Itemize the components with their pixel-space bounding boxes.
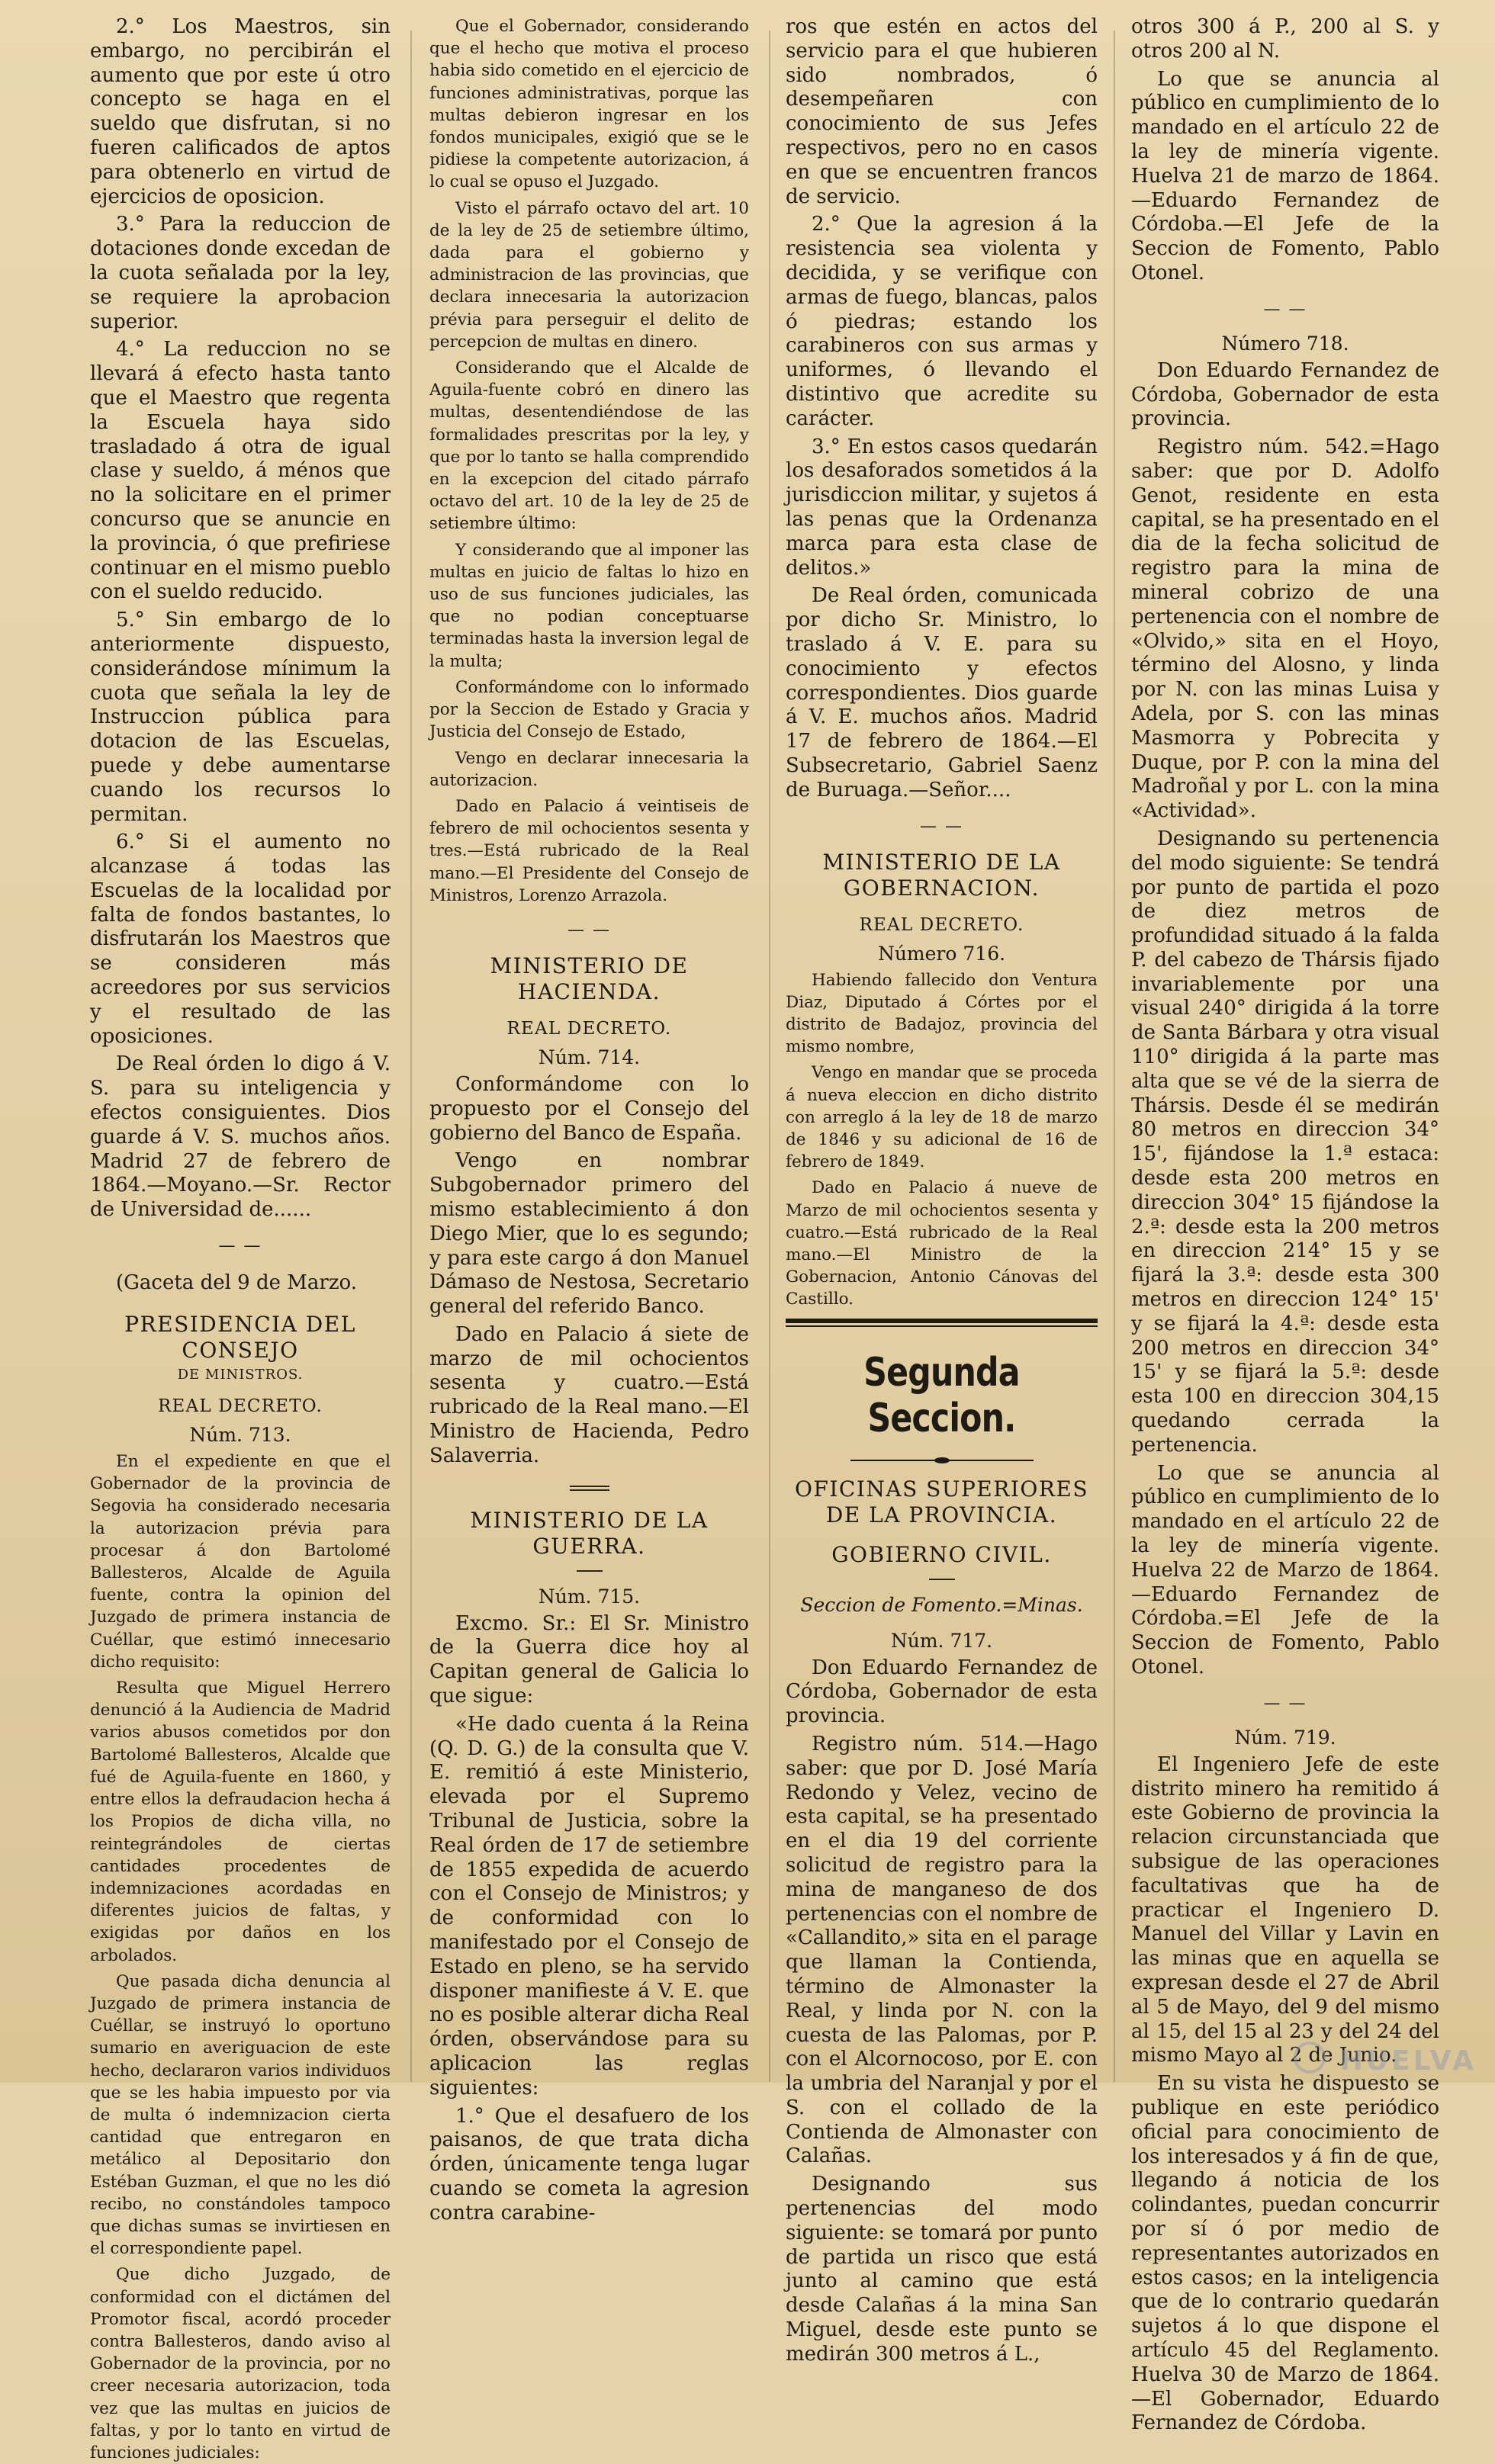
- ministry-heading: PRESIDENCIA DEL CONSEJO: [124, 1312, 356, 1364]
- section-title: Segunda Seccion.: [863, 1349, 1020, 1441]
- decree-number: Número 718.: [1221, 332, 1349, 355]
- ministry-heading: MINISTERIO DE LA GOBERNACION.: [822, 849, 1061, 901]
- gazette-date: (Gaceta del 9 de Marzo.: [116, 1271, 357, 1295]
- article-paragraph: Conformándome con lo informado por la Seccion de Estado y Gracia y Justicia del Consejo de Estado,: [429, 677, 749, 742]
- article-paragraph: Y considerando que al imponer las multas en juicio de faltas lo hizo en uso de sus funciones judiciales, las que no podian conceptuarse terminadas hasta la inversion legal de la multa;: [429, 540, 749, 671]
- office-heading: OFICINAS SUPERIORES DE LA PROVINCIA.: [794, 1476, 1089, 1528]
- watermark: HUELVA: [1339, 2045, 1477, 2077]
- separator: — —: [1263, 299, 1307, 319]
- article-paragraph: Vengo en nombrar Subgobernador primero del mismo establecimiento á don Diego Mier, que lo es segundo; y para este cargo á don Manuel Dámaso de Nestosa, Secretario general del referido Banco.: [429, 1149, 749, 1319]
- article-paragraph: Lo que se anuncia al público en cumplimiento de lo mandado en el artículo 22 de la ley de minería vigente. Huelva 21 de marzo de 1864.—Eduardo Fernandez de Córdoba.—El Jefe de la Seccion de Fomento, Pablo Otonel.: [1131, 67, 1439, 284]
- article-paragraph: Registro núm. 514.—Hago saber: que por D. José María Redondo y Velez, vecino de esta capital, se ha presentado en el dia 19 del corriente solicitud de registro para la mina de manganeso de dos pertenencias con el nombre de «Callandito,» sita en el parage que llaman la Contienda, término de Almonaster la Real, y linda por N. con la cuesta de las Palomas, por P. con el Alcornocoso, por E. con la umbria del Naranjal y por el S. con el collado de la Contienda de Almonaster con Calañas.: [786, 1732, 1098, 2168]
- double-rule: [570, 1486, 609, 1491]
- office-subheading: GOBIERNO CIVIL.: [831, 1541, 1052, 1567]
- ministry-heading: MINISTERIO DE LA GUERRA.: [470, 1507, 709, 1559]
- separator: — —: [1263, 1693, 1307, 1713]
- article-paragraph: Vengo en declarar innecesaria la autorizacion.: [429, 748, 749, 790]
- separator: — —: [218, 1236, 262, 1256]
- article-paragraph: Que pasada dicha denuncia al Juzgado de primera instancia de Cuéllar, se instruyó lo oportuno sumario en averiguacion de este hecho, declararon varios individuos que se les habia impuesto por via de multa ó indemnizacion cierta cantidad que entregaron en metálico al Depositario don Estéban Guzman, el que no les dió recibo, no constándoles tampoco que dichas sumas se invirtiesen en el correspondiente papel.: [90, 1971, 391, 2259]
- ministry-heading: MINISTERIO DE HACIENDA.: [490, 953, 689, 1004]
- decree-heading: REAL DECRETO.: [158, 1396, 323, 1417]
- short-rule: [929, 1579, 955, 1580]
- article-paragraph: De Real órden lo digo á V. S. para su inteligencia y efectos consiguientes. Dios guarde á V. S. muchos años. Madrid 27 de febrero de 1864.—Moyano.—Sr. Rector de Universidad de......: [90, 1052, 391, 1222]
- column-2: [416, 0, 763, 2225]
- article-paragraph: «He dado cuenta á la Reina (Q. D. G.) de la consulta que V. E. remitió á este Ministerio, elevada por el Supremo Tribunal de Justicia, sobre la Real órden de 17 de setiembre de 1855 expedida de acuerdo con el Consejo de Ministros; y de conformidad con lo manifestado por el Consejo de Estado en pleno, se ha servido disponer manifieste á V. E. que no es posible alterar dicha Real órden, observándose para su aplicacion las reglas siguientes:: [429, 1712, 749, 2099]
- article-paragraph: otros 300 á P., 200 al S. y otros 200 al N.: [1131, 15, 1439, 63]
- article-paragraph: 3.° Para la reduccion de dotaciones donde excedan de la cuota señalada por la ley, se requiere la aprobacion superior.: [90, 213, 391, 333]
- section-rule: [786, 1319, 1098, 1327]
- article-paragraph: Designando su pertenencia del modo siguiente: Se tendrá por punto de partida el pozo de diez metros de profundidad situado á la falda P. del cabezo de Thársis fijado invariablemente por una visual 240° dirigida á la torre de Santa Bárbara y otra visual 110° dirigida á la parte mas alta que se vé de la sierra de Thársis. Desde él se medirán 80 metros en direccion 34° 15', fijándose la 1.ª estaca: desde esta 200 metros en direccion 304° 15 fijándose la 2.ª: desde esta la 200 metros en direccion 214° 15 y se fijará la 3.ª: desde esta 300 metros en direccion 124° 15' y se fijará la 4.ª: desde esta 200 metros en direccion 34° 15' y se fijará la 5.ª: desde esta 100 en direccion 304,15 quedando cerrada la pertenencia.: [1131, 827, 1439, 1457]
- decree-heading: REAL DECRETO.: [506, 1018, 672, 1039]
- article-paragraph: Excmo. Sr.: El Sr. Ministro de la Guerra dice hoy al Capitan general de Galicia lo que sigue:: [429, 1611, 749, 1708]
- separator: — —: [567, 920, 611, 940]
- article-paragraph: Designando sus pertenencias del modo siguiente: se tomará por punto de partida un risco que está junto al camino que está desde Calañas á la mina San Miguel, desde este punto se medirán 300 metros á L.,: [786, 2173, 1098, 2366]
- article-paragraph: Dado en Palacio á siete de marzo de mil ochocientos sesenta y cuatro.—Está rubricado de la Real mano.—El Ministro de Hacienda, Pedro Salaverria.: [429, 1322, 749, 1467]
- separator: — —: [920, 816, 963, 836]
- article-paragraph: En el expediente en que el Gobernador de la provincia de Segovia ha considerado necesaria la autorizacion prévia para procesar á don Bartolomé Ballesteros, Alcalde de Aguila fuente, contra la opinion del Juzgado de primera instancia de Cuéllar, que estimó innecesario dicho requisito:: [90, 1452, 391, 1672]
- article-paragraph: 5.° Sin embargo de lo anteriormente dispuesto, considerándose mínimum la cuota que señala la ley de Instruccion pública para dotacion de las Escuelas, puede y debe aumentarse cuando los recursos lo permitan.: [90, 609, 391, 826]
- article-paragraph: El Ingeniero Jefe de este distrito minero ha remitido á este Gobierno de provincia la relacion circunstanciada que subsigue de las operaciones facultativas que ha de practicar el Ingeniero D. Manuel del Villar y Lavin en las minas que en aquella se expresan desde el 27 de Abril al 5 de Mayo, del 9 del mismo al 15, del 15 al 23 y del 24 del mismo Mayo al 2 de Junio.: [1131, 1752, 1439, 2067]
- column-4: [1117, 0, 1453, 2435]
- column-1: [76, 0, 404, 2462]
- article-paragraph: En su vista he dispuesto se publique en este periódico oficial para conocimiento de los interesados y á fin de que, llegando á noticia de los colindantes, puedan concurrir por sí ó por medio de representantes autorizados en estos casos; en la inteligencia que de lo contrario quedarán sujetos á lo que dispone el artículo 45 del Reglamento. Huelva 30 de Marzo de 1864.—El Gobernador, Eduardo Fernandez de Córdoba.: [1131, 2072, 1439, 2435]
- article-paragraph: Dado en Palacio á nueve de Marzo de mil ochocientos sesenta y cuatro.—Está rubricado de la Real mano.—El Ministro de la Gobernacion, Antonio Cánovas del Castillo.: [786, 1178, 1098, 1309]
- article-paragraph: Dado en Palacio á veintiseis de febrero de mil ochocientos sesenta y tres.—Está rubricado de la Real mano.—El Presidente del Consejo de Ministros, Lorenzo Arrazola.: [429, 796, 749, 905]
- decree-heading: REAL DECRETO.: [859, 914, 1024, 935]
- article-paragraph: Don Eduardo Fernandez de Córdoba, Gobernador de esta provincia.: [786, 1656, 1098, 1728]
- watermark-logo-icon: [1294, 2042, 1326, 2074]
- article-paragraph: De Real órden, comunicada por dicho Sr. Ministro, lo traslado á V. E. para su conocimiento y efectos correspondientes. Dios guarde á V. E. muchos años. Madrid 17 de febrero de 1864.—El Subsecretario, Gabriel Saenz de Buruaga.—Señor....: [786, 584, 1098, 802]
- short-rule: [577, 1570, 603, 1572]
- article-paragraph: 3.° En estos casos quedarán los desaforados sometidos á la jurisdiccion militar, y sujetos á las penas que la Ordenanza marca para esta clase de delitos.»: [786, 435, 1098, 580]
- article-paragraph: 6.° Si el aumento no alcanzase á todas las Escuelas de la localidad por falta de fondos bastantes, lo disfrutarán los Maestros que se consideren más acreedores por sus servicios y el resultado de las oposiciones.: [90, 830, 391, 1048]
- section-subheading: Seccion de Fomento.=Minas.: [800, 1593, 1083, 1616]
- article-paragraph: Visto el párrafo octavo del art. 10 de la ley de 25 de setiembre último, dada para el gobierno y administracion de las provincias, que declara innecesaria la autorizacion prévia para perseguir el delito de percepcion de multas en dinero.: [429, 198, 749, 352]
- ornament-rule: [850, 1460, 1034, 1461]
- article-paragraph: 2.° Los Maestros, sin embargo, no percibirán el aumento que por este ú otro concepto se haga en el sueldo que disfrutan, si no fueren calificados de aptos para obtenerlo en virtud de ejercicios de oposicion.: [90, 15, 391, 208]
- article-paragraph: Conformándome con lo propuesto por el Consejo del gobierno del Banco de España.: [429, 1072, 749, 1145]
- article-paragraph: Vengo en mandar que se proceda á nueva eleccion en dicho distrito con arreglo á la ley de 18 de marzo de 1846 y su adicional de 16 de febrero de 1849.: [786, 1063, 1098, 1172]
- article-paragraph: Que dicho Juzgado, de conformidad con el dictámen del Promotor fiscal, acordó proceder contra Ballesteros, dando aviso al Gobernador de la provincia, por no creer necesaria autorizacion, toda vez que las multas en juicios de faltas, y por lo tanto en virtud de funciones judiciales:: [90, 2265, 391, 2462]
- article-paragraph: Que el Gobernador, considerando que el hecho que motiva el proceso habia sido cometido en el ejercicio de funciones administrativas, porque las multas debieron ingresar en los fondos municipales, exigió que se le pidiese la competente autorizacion, á lo cual se opuso el Juzgado.: [429, 17, 749, 192]
- article-paragraph: Lo que se anuncia al público en cumplimiento de lo mandado en el artículo 22 de la ley de minería vigente. Huelva 22 de Marzo de 1864.—Eduardo Fernandez de Córdoba.=El Jefe de la Seccion de Fomento, Pablo Otonel.: [1131, 1461, 1439, 1679]
- decree-number: Núm. 715.: [538, 1585, 641, 1608]
- article-paragraph: 1.° Que el desafuero de los paisanos, de que trata dicha órden, únicamente tenga lugar cuando se cometa la agresion contra carabine-: [429, 2104, 749, 2225]
- ministry-subheading: DE MINISTROS.: [177, 1367, 304, 1383]
- decree-number: Núm. 719.: [1234, 1726, 1336, 1749]
- article-paragraph: Habiendo fallecido don Ventura Diaz, Diputado á Córtes por el distrito de Badajoz, provincia del mismo nombre,: [786, 970, 1098, 1057]
- column-3: [772, 0, 1111, 2366]
- article-paragraph: 4.° La reduccion no se llevará á efecto hasta tanto que el Maestro que regenta la Escuela haya sido trasladado á otra de igual clase y sueldo, á ménos que no la solicitare en el primer concurso que se anuncie en la provincia, ó que prefiriese continuar en el mismo pueblo con el sueldo reducido.: [90, 338, 391, 604]
- article-paragraph: Considerando que el Alcalde de Aguila-fuente cobró en dinero las multas, desentendiéndose de las formalidades prescritas por la ley, y que por lo tanto se halla comprendido en la excepcion del citado párrafo octavo del art. 10 de la ley de 25 de setiembre último:: [429, 358, 749, 534]
- article-paragraph: Don Eduardo Fernandez de Córdoba, Gobernador de esta provincia.: [1131, 358, 1439, 431]
- column-divider: [410, 31, 412, 2082]
- column-divider: [1114, 31, 1115, 2082]
- decree-number: Número 716.: [877, 942, 1006, 965]
- decree-number: Núm. 717.: [890, 1629, 993, 1652]
- article-paragraph: Registro núm. 542.=Hago saber: que por D. Adolfo Genot, residente en esta capital, se ha presentado en el dia de la fecha solicitud de registro para la mina de mineral cobrizo de una pertenencia con el nombre de «Olvido,» sita en el Hoyo, término del Alosno, y linda por N. con las minas Luisa y Adela, por S. con las minas Masmorra y Pobrecita y Duque, por P. con la mina del Madroñal y por L. con la mina «Actividad».: [1131, 435, 1439, 823]
- column-divider: [769, 31, 770, 2082]
- decree-number: Núm. 714.: [538, 1046, 641, 1068]
- article-paragraph: Resulta que Miguel Herrero denunció á la Audiencia de Madrid varios abusos cometidos por don Bartolomé Ballesteros, Alcalde que fué de Aguila-fuente en 1860, y entre ellos la defraudacion hecha á los Propios de dicha villa, no reintegrándoles de ciertas cantidades procedentes de indemnizaciones acordadas en diferentes juicios de faltas, y exigidas por daños en los arbolados.: [90, 1679, 391, 1965]
- article-paragraph: 2.° Que la agresion á la resistencia sea violenta y decidida, y se verifique con armas de fuego, blancas, palos ó piedras; estando los carabineros con sus armas y uniformes, ó llevando el distintivo que acredite su carácter.: [786, 213, 1098, 430]
- article-paragraph: ros que estén en actos del servicio para el que hubieren sido nombrados, ó desempeñaren con conocimiento de sus Jefes respectivos, pero no en casos en que se encuentren francos de servicio.: [786, 15, 1098, 208]
- decree-number: Núm. 713.: [189, 1424, 291, 1447]
